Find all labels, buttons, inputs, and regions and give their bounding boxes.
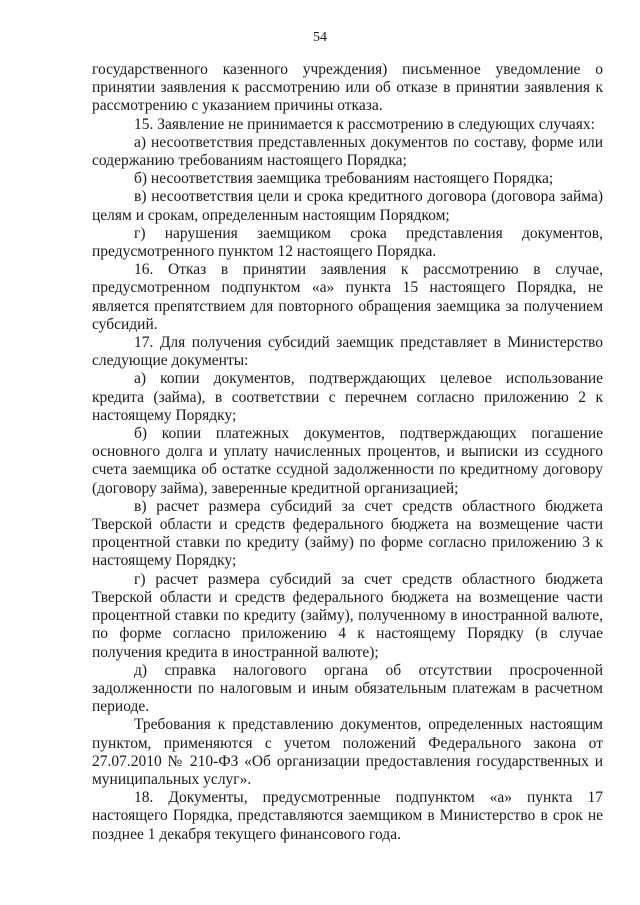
page-number: 54 bbox=[313, 30, 327, 45]
paragraph-15-v: в) несоответствия цели и срока кредитного договора (договора займа) целям и срокам, определенным настоящим Порядком; bbox=[92, 188, 603, 224]
paragraph-continuation: государственного казенного учреждения) письменное уведомление о принятии заявления к рассмотрению или об отказе в принятии заявления к рассмотрению с указанием причины отказа. bbox=[92, 61, 603, 115]
paragraph-17-requirements: Требования к представлению документов, определенных настоящим пунктом, применяются с учетом положений Федерального закона от 27.07.2010 № 210-ФЗ «Об организации предоставления государственных и муниципальных услуг». bbox=[92, 716, 603, 788]
paragraph-17-v: в) расчет размера субсидий за счет средств областного бюджета Тверской области и средств федерального бюджета на возмещение части процентной ставки по кредиту (займу) по форме согласно приложению 3 к настоящему Порядку; bbox=[92, 497, 603, 570]
paragraph-17-a: а) копии документов, подтверждающих целевое использование кредита (займа), в соответствии с перечнем согласно приложению 2 к настоящему Порядку; bbox=[92, 370, 603, 424]
paragraph-15-b: б) несоответствия заемщика требованиям настоящего Порядка; bbox=[134, 170, 554, 188]
paragraph-17: 17. Для получения субсидий заемщик представляет в Министерство следующие документы: bbox=[92, 334, 603, 370]
paragraph-15-a: а) несоответствия представленных документов по составу, форме или содержанию требованиям настоящего Порядка; bbox=[92, 133, 603, 170]
paragraph-18: 18. Документы, предусмотренные подпунктом «а» пункта 17 настоящего Порядка, представляются заемщиком в Министерство в срок не позднее 1 декабря текущего финансового года. bbox=[92, 789, 603, 843]
paragraph-15: 15. Заявление не принимается к рассмотрению в следующих случаях: bbox=[134, 115, 595, 133]
paragraph-15-g: г) нарушения заемщиком срока представления документов, предусмотренного пунктом 12 настоящего Порядка. bbox=[92, 224, 603, 261]
paragraph-17-g: г) расчет размера субсидий за счет средств областного бюджета Тверской области и средств федерального бюджета на возмещение части процентной ставки по кредиту (займу), полученному в иностранной валюте, по форме согласно приложению 4 к настоящему Порядку (в случае получения кредита в иностранной валюте); bbox=[92, 570, 603, 661]
paragraph-17-b: б) копии платежных документов, подтверждающих погашение основного долга и уплату начисленных процентов, и выписки из ссудного счета заемщика об остатке ссудной задолженности по кредитному договору (договору займа), заверенные кредитной организацией; bbox=[92, 425, 603, 497]
paragraph-17-d: д) справка налогового органа об отсутствии просроченной задолженности по налоговым и иным обязательным платежам в расчетном периоде. bbox=[92, 661, 603, 716]
paragraph-16: 16. Отказ в принятии заявления к рассмотрению в случае, предусмотренном подпунктом «а» пункта 15 настоящего Порядка, не является препятствием для повторного обращения заемщика за получением субсидий. bbox=[92, 261, 603, 333]
document-body bbox=[92, 61, 603, 844]
